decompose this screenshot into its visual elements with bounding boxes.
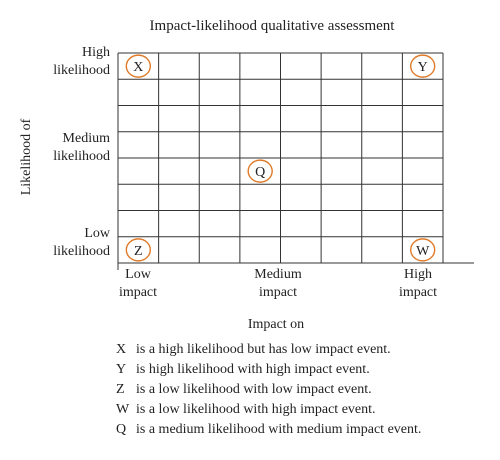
legend-item bbox=[116, 420, 421, 440]
figure-title: Impact-likelihood qualitative assessment bbox=[149, 18, 395, 34]
event-marker-x bbox=[126, 55, 150, 77]
legend-item bbox=[116, 380, 421, 400]
impact-level-label: High impact bbox=[398, 267, 438, 300]
impact-level-label: Low impact bbox=[118, 267, 158, 300]
event-marker-w bbox=[411, 239, 435, 261]
likelihood-level-label: Low likelihood bbox=[53, 226, 110, 259]
event-legend bbox=[116, 340, 421, 440]
event-marker-q bbox=[248, 160, 272, 182]
legend-text: is high likelihood with high impact event. bbox=[136, 362, 370, 377]
event-marker-letter: W bbox=[416, 243, 430, 259]
impact-levels bbox=[119, 267, 437, 300]
event-marker-letter: X bbox=[133, 60, 144, 76]
event-marker-letter: Q bbox=[255, 165, 266, 181]
event-marker-z bbox=[126, 239, 150, 261]
matrix-grid bbox=[118, 53, 474, 270]
event-marker-letter: Y bbox=[417, 60, 428, 76]
legend-item bbox=[116, 400, 421, 420]
legend-text: is a low likelihood with low impact event. bbox=[136, 382, 372, 397]
likelihood-level-label: Medium likelihood bbox=[53, 131, 110, 164]
event-marker-y bbox=[411, 55, 435, 77]
legend-key: X bbox=[116, 342, 127, 357]
legend-key: Q bbox=[116, 422, 127, 437]
likelihood-levels bbox=[53, 45, 111, 259]
legend-key: Y bbox=[116, 362, 127, 377]
legend-text: is a high likelihood but has low impact event. bbox=[136, 342, 391, 357]
impact-level-label: Medium impact bbox=[254, 267, 302, 300]
legend-text: is a low likelihood with high impact event. bbox=[136, 402, 376, 417]
y-axis-label: Likelihood of bbox=[19, 118, 34, 196]
legend-item bbox=[116, 340, 421, 360]
legend-item bbox=[116, 360, 421, 380]
x-axis-label: Impact on bbox=[247, 317, 305, 332]
event-marker-letter: Z bbox=[134, 243, 143, 259]
legend-key: W bbox=[116, 402, 130, 417]
legend-text: is a medium likelihood with medium impact event. bbox=[136, 422, 422, 437]
legend-key: Z bbox=[116, 382, 125, 397]
likelihood-level-label: High likelihood bbox=[53, 45, 110, 78]
